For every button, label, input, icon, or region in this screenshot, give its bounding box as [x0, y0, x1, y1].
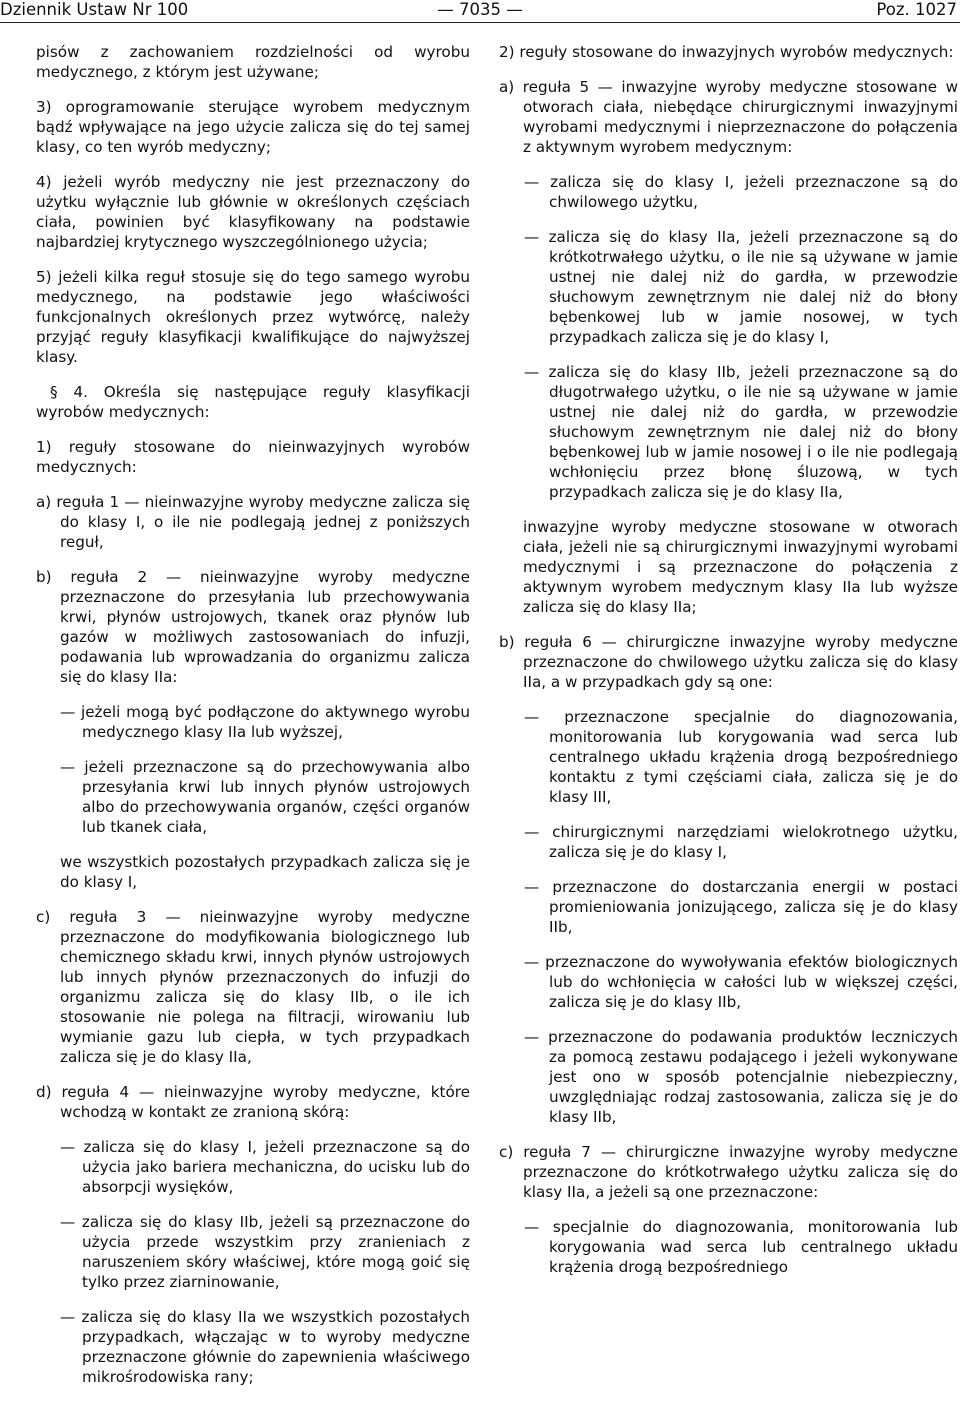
- rule-6-dash-4: — przeznaczone do wywoływania efektów biologicznych lub do wchłonięcia w całości lub w większej części, zalicza się je do klasy IIb,: [524, 953, 958, 1011]
- rule-7-dash-1: — specjalnie do diagnozowania, monitorowania lub korygowania wad serca lub centralnego układu krążenia drogą bezpośredniego: [524, 1218, 958, 1276]
- rule-1: a) reguła 1 — nieinwazyjne wyroby medyczne zalicza się do klasy I, o ile nie podlegają jednej z poniższych reguł,: [36, 493, 470, 551]
- right-column: [499, 42, 958, 1292]
- rule-4-dash-3: — zalicza się do klasy IIa we wszystkich pozostałych przypadkach, włączając w to wyroby medyczne przeznaczone głównie do zapewnienia właściwego mikrośrodowiska rany;: [60, 1308, 470, 1386]
- rule-2-dash-2: — jeżeli przeznaczone są do przechowywania albo przesyłania krwi lub innych płynów ustrojowych albo do przechowywania organów, części organów lub tkanek ciała,: [60, 758, 470, 836]
- rule-2-tail: we wszystkich pozostałych przypadkach zalicza się je do klasy I,: [60, 853, 470, 891]
- rule-4: d) reguła 4 — nieinwazyjne wyroby medyczne, które wchodzą w kontakt ze zranioną skórą:: [36, 1083, 470, 1121]
- rule-5-dash-3: — zalicza się do klasy IIb, jeżeli przeznaczone są do długotrwałego użytku, o ile nie są używane w jamie ustnej nie dalej niż do gardła, w przewodzie słuchowym zewnętrznym nie dalej niż do błony bębenkowej lub w jamie nosowej i o ile nie podlegają wchłonięciu przez błonę śluzową, w tych przypadkach zalicza się je do klasy IIa,: [524, 363, 958, 501]
- rule-6: b) reguła 6 — chirurgiczne inwazyjne wyroby medyczne przeznaczone do chwilowego użytku zalicza się do klasy IIa, a w przypadkach gdy są one:: [499, 633, 958, 691]
- rule-5-dash-2: — zalicza się do klasy IIa, jeżeli przeznaczone są do krótkotrwałego użytku, o ile nie są używane w jamie ustnej nie dalej niż do gardła, w przewodzie słuchowym zewnętrznym nie dalej niż do błony bębenkowej lub w jamie nosowej, w tych przypadkach zalicza się je do klasy I,: [524, 228, 958, 346]
- rule-5-dash-1: — zalicza się do klasy I, jeżeli przeznaczone są do chwilowego użytku,: [524, 173, 958, 211]
- rule-group-2: 2) reguły stosowane do inwazyjnych wyrobów medycznych:: [499, 43, 954, 61]
- position-number: Poz. 1027: [876, 0, 957, 19]
- section-4-heading: § 4. Określa się następujące reguły klasyfikacji wyrobów medycznych:: [36, 383, 470, 421]
- rule-6-dash-2: — chirurgicznymi narzędziami wielokrotnego użytku, zalicza się je do klasy I,: [524, 823, 958, 861]
- journal-title: Dziennik Ustaw Nr 100: [0, 0, 189, 19]
- point-3: 3) oprogramowanie sterujące wyrobem medycznym bądź wpływające na jego użycie zalicza się do tej samej klasy, co ten wyrób medyczny;: [36, 98, 470, 156]
- rule-2-dash-1: — jeżeli mogą być podłączone do aktywnego wyrobu medycznego klasy IIa lub wyższej,: [60, 703, 470, 741]
- rule-3: c) reguła 3 — nieinwazyjne wyroby medyczne przeznaczone do modyfikowania biologicznego lub chemicznego składu krwi, innych płynów ustrojowych lub innych płynów przeznaczonych do infuzji do organizmu zalicza się do klasy IIb, o ile ich stosowanie nie polega na filtracji, wirowaniu lub wymianie gazu lub ciepła, w tych przypadkach zalicza się je do klasy IIa,: [36, 908, 470, 1066]
- point-4: 4) jeżeli wyrób medyczny nie jest przeznaczony do użytku wyłącznie lub głównie w określonych częściach ciała, powinien być klasyfikowany na podstawie najbardziej krytycznego wyszczególnionego użycia;: [36, 173, 470, 251]
- point-5: 5) jeżeli kilka reguł stosuje się do tego samego wyrobu medycznego, na podstawie jego właściwości funkcjonalnych określonych przez wytwórcę, należy przyjąć reguły klasyfikacji kwalifikujące do najwyższej klasy.: [36, 268, 470, 366]
- rule-4-dash-2: — zalicza się do klasy IIb, jeżeli są przeznaczone do użycia przede wszystkim przy zranieniach z naruszeniem skóry właściwej, które mogą goić się tylko przez ziarninowanie,: [60, 1213, 470, 1291]
- rule-6-dash-1: — przeznaczone specjalnie do diagnozowania, monitorowania lub korygowania wad serca lub centralnego układu krążenia drogą bezpośredniego kontaktu z tymi częściami ciała, zalicza się je do klasy III,: [524, 708, 958, 806]
- rule-5-tail: inwazyjne wyroby medyczne stosowane w otworach ciała, jeżeli nie są chirurgicznymi inwazyjnymi wyrobami medycznymi i są przeznaczone do połączenia z aktywnym wyrobem medycznym klasy IIa lub wyższe zalicza się do klasy IIa;: [523, 518, 958, 616]
- left-column: [36, 42, 470, 1402]
- rule-7: c) reguła 7 — chirurgiczne inwazyjne wyroby medyczne przeznaczone do krótkotrwałego użytku zalicza się do klasy IIa, a jeżeli są one przeznaczone:: [499, 1143, 958, 1201]
- rule-5: a) reguła 5 — inwazyjne wyroby medyczne stosowane w otworach ciała, niebędące chirurgicznymi inwazyjnymi wyrobami medycznymi i nieprzeznaczone do połączenia z aktywnym wyrobem medycznym:: [499, 78, 958, 156]
- rule-2: b) reguła 2 — nieinwazyjne wyroby medyczne przeznaczone do przesyłania lub przechowywania krwi, płynów ustrojowych, tkanek oraz płynów lub gazów w możliwych zastosowaniach do infuzji, podawania lub wprowadzania do organizmu zalicza się do klasy IIa:: [36, 568, 470, 686]
- page-number: — 7035 —: [437, 0, 523, 19]
- page-header: [0, 0, 960, 23]
- rule-4-dash-1: — zalicza się do klasy I, jeżeli przeznaczone są do użycia jako bariera mechaniczna, do ucisku lub do absorpcji wysięków,: [60, 1138, 470, 1196]
- rule-group-1: 1) reguły stosowane do nieinwazyjnych wyrobów medycznych:: [36, 438, 470, 476]
- paragraph-continuation: pisów z zachowaniem rozdzielności od wyrobu medycznego, z którym jest używane;: [36, 43, 470, 81]
- rule-6-dash-5: — przeznaczone do podawania produktów leczniczych za pomocą zestawu podającego i jeżeli wykonywane jest ono w sposób potencjalnie niebezpieczny, uwzględniając rodzaj zastosowania, zalicza się je do klasy IIb,: [524, 1028, 958, 1126]
- rule-6-dash-3: — przeznaczone do dostarczania energii w postaci promieniowania jonizującego, zalicza się je do klasy IIb,: [524, 878, 958, 936]
